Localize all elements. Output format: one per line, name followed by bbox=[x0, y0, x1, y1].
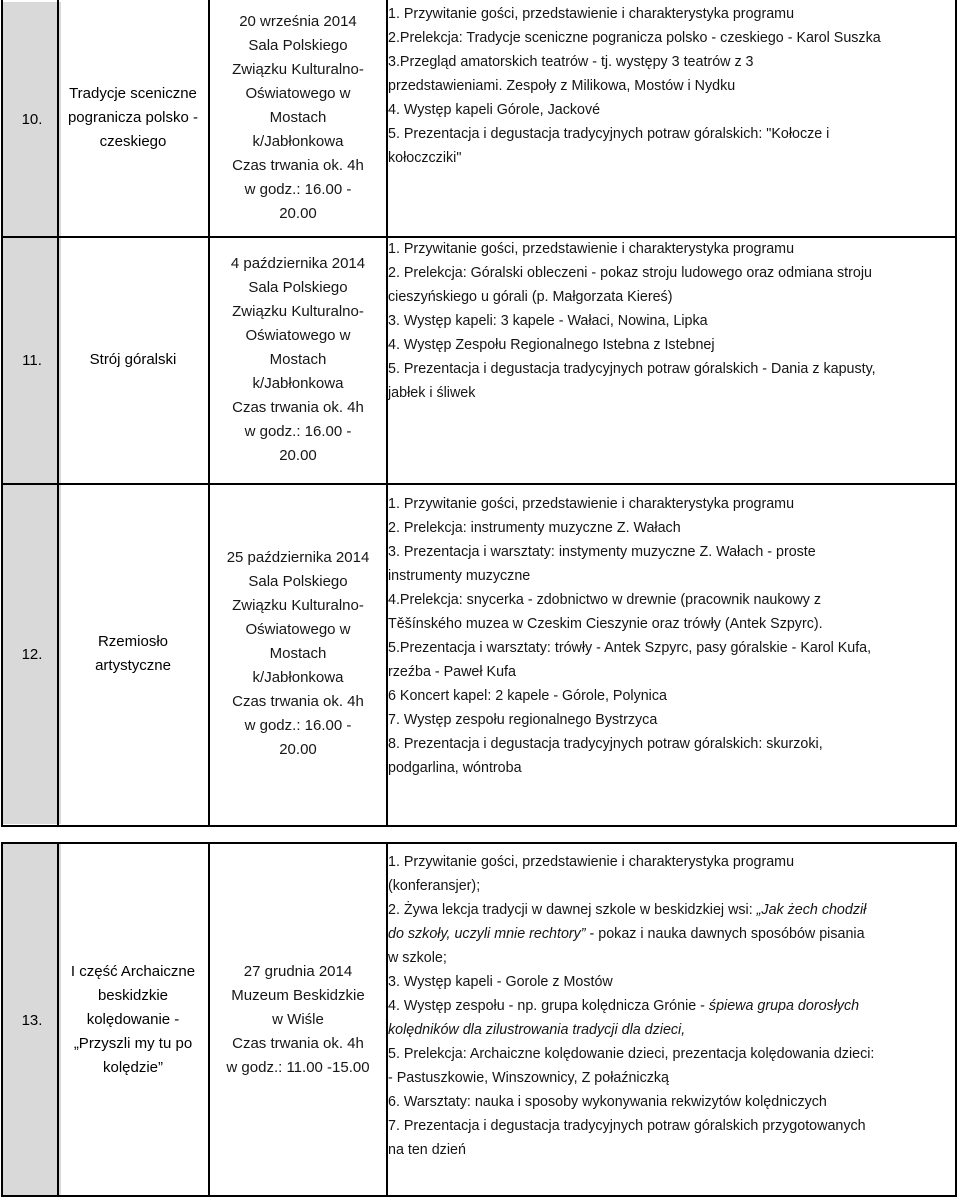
row-topic bbox=[59, 0, 207, 236]
date-place-line: w godz.: 16.00 - bbox=[244, 422, 352, 440]
topic-text bbox=[95, 630, 171, 678]
topic-text bbox=[71, 960, 195, 1080]
program-line: - Pastuszkowie, Winszownicy, Z połaźniczką bbox=[388, 1070, 669, 1086]
topic-line: czeskiego bbox=[99, 133, 167, 150]
row-program bbox=[388, 2, 954, 170]
date-place-line: Oświatowego w bbox=[245, 326, 351, 344]
program-line: 2. Prelekcja: instrumenty muzyczne Z. Wałach bbox=[388, 520, 681, 536]
date-place-line: 20.00 bbox=[279, 446, 317, 464]
program-line: kołoczcziki" bbox=[388, 150, 462, 166]
topic-line: Tradycje sceniczne bbox=[69, 85, 197, 102]
row-program bbox=[388, 237, 954, 405]
topic-line: Strój góralski bbox=[89, 350, 177, 368]
date-place-line: k/Jabłonkowa bbox=[252, 668, 344, 686]
date-place-line: w godz.: 16.00 - bbox=[244, 716, 352, 734]
program-line: 5. Prelekcja: Archaiczne kolędowanie dzieci, prezentacja kolędowania dzieci: bbox=[388, 1046, 875, 1062]
topic-text bbox=[90, 348, 177, 372]
date-place-line: 27 grudnia 2014 bbox=[243, 962, 353, 980]
date-place-line: Mostach bbox=[269, 644, 327, 662]
program-line: 3.Przegląd amatorskich teatrów - tj. występy 3 teatrów z 3 bbox=[388, 54, 754, 70]
program-line: 7. Występ zespołu regionalnego Bystrzyca bbox=[388, 712, 658, 728]
row-date-place bbox=[210, 0, 386, 236]
program-line: 1. Przywitanie gości, przedstawienie i charakterystyka programu bbox=[388, 854, 795, 870]
program-line: w szkole; bbox=[388, 950, 447, 966]
table-border bbox=[386, 0, 388, 826]
row-date-place bbox=[210, 483, 386, 824]
date-place-line: Mostach bbox=[269, 109, 327, 126]
program-italic-text: do szkoły, uczyli mnie rechtory” bbox=[388, 926, 586, 942]
table-border bbox=[1, 842, 3, 1197]
row-program bbox=[388, 492, 954, 780]
program-line: instrumenty muzyczne bbox=[388, 568, 531, 584]
table-border bbox=[1, 0, 3, 826]
table-border bbox=[955, 0, 957, 826]
program-line: Těšínského muzea w Czeskim Cieszynie oraz trówły (Antek Szpyrc). bbox=[388, 616, 823, 632]
topic-line: I część Archaiczne bbox=[70, 962, 196, 980]
table-border bbox=[1, 483, 957, 485]
date-place-line: 20 września 2014 bbox=[239, 13, 357, 30]
row-date-place bbox=[210, 236, 386, 483]
program-line bbox=[388, 898, 954, 922]
topic-line: artystyczne bbox=[95, 656, 171, 674]
program-line: przedstawieniami. Zespoły z Milikowa, Mostów i Nydku bbox=[388, 78, 736, 94]
program-line: 2. Prelekcja: Góralski obleczeni - pokaz stroju ludowego oraz odmiana stroju bbox=[388, 265, 872, 281]
date-place-line: Związku Kulturalno- bbox=[232, 596, 364, 614]
program-line: (konferansjer); bbox=[388, 878, 481, 894]
program-line: 5. Prezentacja i degustacja tradycyjnych potraw góralskich - Dania z kapusty, bbox=[388, 361, 876, 377]
date-place-line: Oświatowego w bbox=[245, 85, 351, 102]
table-border bbox=[386, 842, 388, 1197]
row-program bbox=[388, 850, 954, 1162]
program-text: - pokaz i nauka dawnych sposóbów pisania bbox=[585, 926, 865, 942]
date-place-line: w godz.: 11.00 -15.00 bbox=[226, 1058, 370, 1076]
table-border bbox=[1, 825, 957, 827]
program-line: jabłek i śliwek bbox=[388, 385, 476, 401]
program-line: 3. Występ kapeli: 3 kapele - Wałaci, Nowina, Lipka bbox=[388, 313, 708, 329]
program-text: 2. Żywa lekcja tradycji w dawnej szkole w beskidzkiej wsi: bbox=[388, 902, 757, 918]
table-border bbox=[1, 842, 957, 844]
date-place-line: Czas trwania ok. 4h bbox=[232, 1034, 364, 1052]
topic-line: beskidzkie bbox=[97, 986, 169, 1004]
program-text: 4. Występ zespołu - np. grupa kolędnicza Grónie - bbox=[388, 998, 709, 1014]
date-place-line: Czas trwania ok. 4h bbox=[232, 398, 364, 416]
topic-line: kolędzie” bbox=[102, 1058, 164, 1076]
program-italic-text: śpiewa grupa dorosłych bbox=[708, 998, 860, 1014]
program-line: 1. Przywitanie gości, przedstawienie i charakterystyka programu bbox=[388, 241, 795, 257]
row-topic bbox=[59, 236, 207, 483]
date-place-line: Związku Kulturalno- bbox=[232, 61, 364, 78]
row-number-cell: 12. bbox=[3, 485, 61, 824]
program-line: 6. Warsztaty: nauka i sposoby wykonywania rekwizytów kolędniczych bbox=[388, 1094, 827, 1110]
program-line: 5. Prezentacja i degustacja tradycyjnych potraw góralskich: "Kołocze i bbox=[388, 126, 830, 142]
date-place-line: k/Jabłonkowa bbox=[252, 374, 344, 392]
table-border bbox=[57, 842, 59, 1197]
program-italic-text: „Jak żech chodził bbox=[756, 902, 867, 918]
date-place-line: Muzeum Beskidzkie bbox=[231, 986, 365, 1004]
date-place-line: Sala Polskiego bbox=[248, 37, 348, 54]
row-number-cell: 13. bbox=[3, 844, 61, 1197]
program-line: 1. Przywitanie gości, przedstawienie i charakterystyka programu bbox=[388, 6, 795, 22]
program-line bbox=[388, 994, 954, 1018]
program-line: 8. Prezentacja i degustacja tradycyjnych potraw góralskich: skurzoki, bbox=[388, 736, 823, 752]
program-line: 4. Występ Zespołu Regionalnego Istebna z Istebnej bbox=[388, 337, 715, 353]
row-number-cell: 11. bbox=[3, 238, 61, 483]
date-place-line: 4 października 2014 bbox=[230, 254, 366, 272]
date-place-line: Sala Polskiego bbox=[248, 572, 348, 590]
date-place-line: Mostach bbox=[269, 350, 327, 368]
program-line: na ten dzień bbox=[388, 1142, 466, 1158]
topic-line: Rzemiosło bbox=[97, 632, 168, 650]
date-place-line: Czas trwania ok. 4h bbox=[232, 692, 364, 710]
topic-line: kolędowanie - bbox=[86, 1010, 180, 1028]
row-date-place bbox=[210, 842, 386, 1197]
program-line: podgarlina, wóntroba bbox=[388, 760, 522, 776]
table-border bbox=[57, 0, 59, 826]
program-line: rzeźba - Paweł Kufa bbox=[388, 664, 516, 680]
date-place-line: 25 października 2014 bbox=[226, 548, 370, 566]
program-line: 3. Prezentacja i warsztaty: instymenty muzyczne Z. Wałach - proste bbox=[388, 544, 816, 560]
program-line: 6 Koncert kapel: 2 kapele - Górole, Polynica bbox=[388, 688, 667, 704]
date-place-line: Oświatowego w bbox=[245, 620, 351, 638]
program-line: 5.Prezentacja i warsztaty: trówły - Antek Szpyrc, pasy góralskie - Karol Kufa, bbox=[388, 640, 872, 656]
row-topic bbox=[59, 842, 207, 1197]
topic-line: „Przyszli my tu po bbox=[73, 1034, 193, 1052]
program-line: 2.Prelekcja: Tradycje sceniczne pogranicza polsko - czeskiego - Karol Suszka bbox=[388, 30, 881, 46]
program-line: 4.Prelekcja: snycerka - zdobnictwo w drewnie (pracownik naukowy z bbox=[388, 592, 822, 608]
date-place-line: Związku Kulturalno- bbox=[232, 302, 364, 320]
row-topic bbox=[59, 483, 207, 824]
topic-line: pogranicza polsko - bbox=[67, 109, 199, 126]
date-place-line: 20.00 bbox=[279, 205, 317, 222]
topic-text bbox=[68, 82, 198, 154]
program-line: 1. Przywitanie gości, przedstawienie i charakterystyka programu bbox=[388, 496, 795, 512]
program-italic-text: kolędników dla zilustrowania tradycji dla dzieci, bbox=[388, 1022, 686, 1038]
table-border bbox=[955, 842, 957, 1197]
program-line: 7. Prezentacja i degustacja tradycyjnych potraw góralskich przygotowanych bbox=[388, 1118, 866, 1134]
date-place-line: 20.00 bbox=[279, 740, 317, 758]
program-line: 4. Występ kapeli Górole, Jackové bbox=[388, 102, 601, 118]
date-place-line: Czas trwania ok. 4h bbox=[232, 157, 364, 174]
program-line bbox=[388, 1018, 954, 1042]
table-border bbox=[208, 0, 210, 826]
date-place-line: w godz.: 16.00 - bbox=[244, 181, 352, 198]
table-border bbox=[1, 236, 957, 238]
program-line: 3. Występ kapeli - Gorole z Mostów bbox=[388, 974, 613, 990]
date-place-line: Sala Polskiego bbox=[248, 278, 348, 296]
table-border bbox=[208, 842, 210, 1197]
row-number-cell: 10. bbox=[3, 2, 61, 236]
table-gap bbox=[3, 826, 955, 842]
program-line bbox=[388, 922, 954, 946]
date-place-line: w Wiśle bbox=[272, 1010, 324, 1028]
date-place-line: k/Jabłonkowa bbox=[252, 133, 344, 150]
program-line: cieszyńskiego u górali (p. Małgorzata Kiereś) bbox=[388, 289, 673, 305]
